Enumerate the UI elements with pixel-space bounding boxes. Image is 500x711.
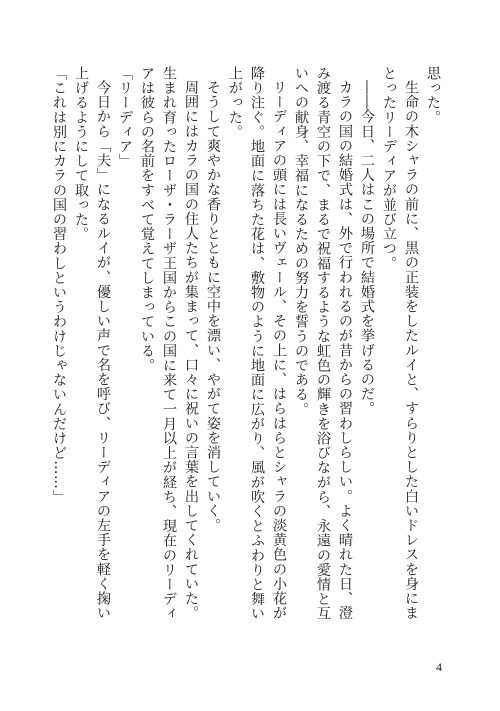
paragraph-1: 思った。 [425,66,441,125]
paragraph-5: リーディアの頭には長いヴェール、その上に、はらはらとシャラの淡黄色の小花が降り注ぐ。地面に落ちた花は、敷物のように地面に広がり、風が吹くとふわりと舞い上がった。 [227,66,287,621]
paragraph-6: そうして爽やかな香りとともに空中を漂い、やがて姿を消していく。 [205,80,221,533]
paragraph-8: 「リーディア」 [117,66,133,169]
paragraph-2: 生命の木シャラの前に、黒の正装をしたルイと、すらりとした白いドレスを身にまとったリーディアが並び立つ。 [381,66,419,621]
page-number: 4 [436,660,442,674]
paragraph-10: 「これは別にカラの国の習わしというわけじゃないんだけど……」 [51,66,67,504]
paragraph-3: ――今日、二人はこの場所で結婚式を挙げるのだ。 [359,80,375,416]
paragraph-9: 今日から「夫」になるルイが、優しい声で名を呼び、リーディアの左手を軽く掬い上げるようにして取った。 [73,66,111,621]
vertical-text-body [46,66,444,626]
paragraph-4: カラの国の結婚式は、外で行われるのが昔からの習わしらしい。よく晴れた日、澄み渡る青空の下で、まるで祝福するような虹色の輝きを浴びながら、永遠の愛情と互いへの献身、幸福になるための努力を誓うのである。 [293,66,353,621]
paragraph-7: 周囲にはカラの国の住人たちが集まって、口々に祝いの言葉を出してくれていた。生まれ育ったローザ・ラーザ王国からこの国に来て一月以上が経ち、現在のリーディアは彼らの名前をすべて覚えてしまっている。 [139,66,199,621]
